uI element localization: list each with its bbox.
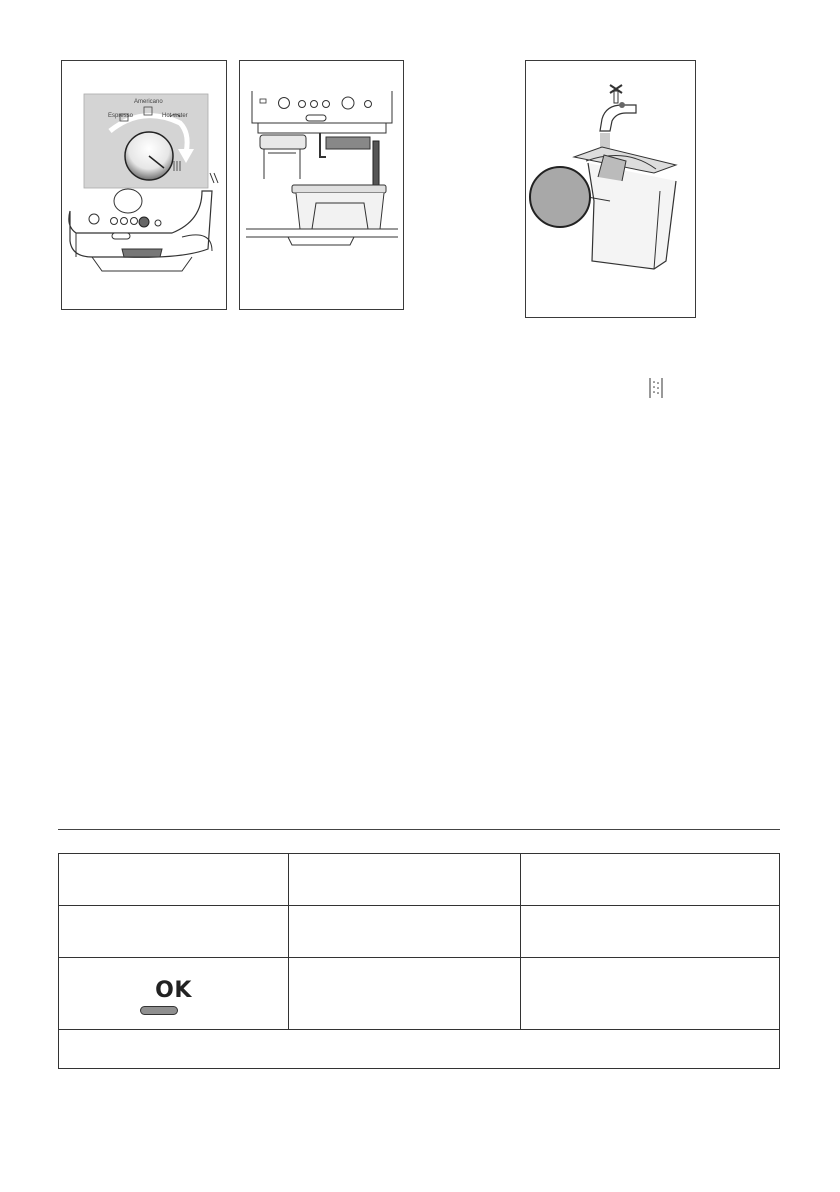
water-tank-illustration (525, 60, 696, 318)
table-cell (289, 854, 521, 906)
dial-label-americano: Americano (134, 99, 163, 105)
steam-wand-icon (649, 378, 663, 398)
drip-tray-illustration (239, 60, 404, 310)
troubleshooting-table (58, 853, 780, 1069)
dial-label-espresso: Espresso (108, 113, 134, 119)
table-cell (521, 854, 780, 906)
dial-drawing (62, 61, 226, 309)
ok-button-label: OK (155, 977, 192, 1003)
table-cell (289, 957, 521, 1029)
table-cell (521, 906, 780, 957)
table-cell (59, 854, 289, 906)
table-footer-cell (59, 1029, 780, 1068)
table-row (59, 957, 780, 1029)
table-row (59, 906, 780, 957)
water-tank-drawing (526, 61, 695, 317)
dial-illustration (61, 60, 227, 310)
table-cell (289, 906, 521, 957)
table-cell (59, 906, 289, 957)
drip-tray-drawing (240, 61, 403, 309)
ok-button-icon (140, 1006, 178, 1015)
table-row (59, 1029, 780, 1068)
table-row (59, 854, 780, 906)
dial-label-hot-water: Hot water (162, 113, 188, 119)
table-cell (521, 957, 780, 1029)
ok-indicator-cell (59, 957, 289, 1029)
section-divider (58, 829, 780, 830)
